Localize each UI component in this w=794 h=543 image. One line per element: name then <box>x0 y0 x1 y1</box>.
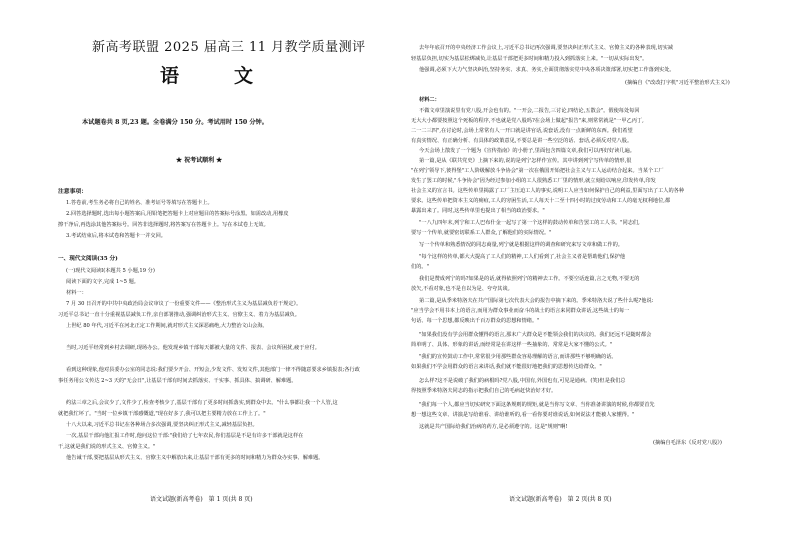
material-two-line: 句话、每一个思想,都反映出千百万群众的思想和情绪。" <box>411 318 540 324</box>
material-line: 就把我忙坏了。"当时一位乡镇干部感慨道,"现在好多了,我可以把主要精力放在工作上了。" <box>58 411 266 417</box>
material-line: 当时,习近平经常到乡村去调研,现场办公。他发现乡镇干部每天都被大量的文件、报表、会议所困扰,疲于应付。 <box>66 345 320 351</box>
notice-heading: 注意事项： <box>58 189 87 195</box>
material-two-line: 今天会场上散发了一个题为《宣传指南》的小册子,里面包含四篇文章,我们可以再好好读几遍。 <box>419 148 635 154</box>
material-two-line: 第一篇,是从《联共党史》上摘下来的,说的是列宁怎样作宣传。其中讲到列宁写传单的情形,很 <box>419 158 632 164</box>
intro-line: 轻基层负担,切实为基层松绑减负,让基层干部把更多时间和精力投入到抓落实上来。"一切从实际出发"。 <box>411 56 648 62</box>
material-two-line: 第二篇,是从季米特洛夫在共产国际第七次代表大会的报告中摘下来的。季米特洛夫说了些什么呢?他说: <box>419 298 654 304</box>
material-two-line: "我们每一个人,都应当切实研究下面这条规则的规矩,就是当你写文章、当你准备讲演的时候,你都要首先 <box>419 402 655 408</box>
material-two-line: 们的。" <box>411 264 429 270</box>
intro-line: 他强调,必须下大力气坚决纠治,坚持务实、求真、务实,全面贯彻落实党中央各项决策部署,切实把工作落到实处。 <box>419 67 675 73</box>
material-two-line: 社会主义的宣言书。这些传单里揭露了工厂主压迫工人的事实,说明工人应当如何保护自己的利益,里面写出了工人的各种 <box>411 188 685 194</box>
material-two-line: "应当学会不用书本上的语言,而用为群众事业而奋斗的战士的语言来同群众讲话,这些战士的每一 <box>411 308 630 314</box>
material-two-line: 简单明了、具体、形象的讲话,而经常是在讲这样一些抽象的、常常是大家不懂的公式。" <box>411 342 613 348</box>
notice-item: 擦干净后,再选涂其他答案标号。回答非选择题时,将答案写在答题卡上。写在本试卷上无效。 <box>58 222 269 228</box>
material-two-line: "我们的宣传鼓动工作中,常常很少用那些群众容易理解的语言,而讲那些不够明确的话。 <box>419 354 617 360</box>
material-two-line: 有真实情况、有正确分析、有具体的政策意见,不要总是讲一些空泛的话、套话,必须反对党八股。 <box>411 138 633 144</box>
subsection-heading: (一)现代文阅读Ⅰ(本题共 5 小题,19 分) <box>66 268 155 274</box>
material-two-line: 这就是共产国际给我们治病的药方,是必须遵守的。这是"规则"啊! <box>419 424 568 430</box>
material-two-line: 写一个传单和熟悉情况的同志商量,列宁就是根据这样的调查和研究来写文章和做工作的。 <box>419 242 623 248</box>
exam-info: 本试题卷共 8 页,23 题。全卷满分 150 分。考试用时 150 分钟。 <box>82 119 268 126</box>
material-line: 习近平总书记一直十分重视基层减负工作,亲自部署推动,强调纠治形式主义、官僚主义、着力为基层减负。 <box>58 312 300 318</box>
material-line: 事任务用公文传达 2~3 天的"无会日",让基层干部有时间去抓落实、干实事、抓具体、搞调研、解难题。 <box>58 378 297 384</box>
material-two-line: 要求。这些传单把资本主义的痈疽,工人的穷困生活,工人每天十二至十四小时的过度劳动和工人的毫无权利地位,都 <box>411 198 671 204</box>
exam-title: 新高考联盟 2025 届高三 11 月教学质量测评 <box>92 40 366 55</box>
material-line: 约法三章之后,会议少了,文件少了,检查考核少了,基层干部有了更多时间抓落实,到群众中去。"什么事都让我一个人管,这 <box>66 400 338 406</box>
material-two-line: "如果我们没有学会用群众懂得的语言,那末广大群众是不能领会我们的决议的。我们还远不是随时都会 <box>419 332 652 338</box>
intro-line: 去年年底召开的中央经济工作会议上,习近平总书记再次强调,要坚决纠正形式主义、官僚主义的各种表现,切实减 <box>419 45 673 51</box>
material-two-line: "在列宁领导下,彼得堡"工人阶级解放斗争协会"第一次在俄国开始把社会主义与工人运动结合起来。当某个工厂 <box>411 168 664 174</box>
material-line: 一次,基层干部向他汇报工作时,他问这位干部:"我们给了七年农民,你们基层是不是有许多干部就是这样在 <box>66 433 304 439</box>
notice-item: 3.考试结束后,将本试卷和答题卡一并交回。 <box>66 233 166 239</box>
material-label: 材料一： <box>66 290 87 296</box>
page-footer: 语文试题(新高考卷) 第 2 页(共 8 页) <box>509 496 612 503</box>
material-two-line: 得按照季米特洛夫同志的指示把我们自己的毛病赶快治好才好。 <box>411 388 557 394</box>
material-two-line: 暴露出来了。同时,这些传单里也提出了相当的政治要求。" <box>411 208 545 214</box>
material-line: 他告诫干部,要把基层从形式主义、官僚主义中解放出来,让基层干部有更多的时间和精力为群众办实事、解难题。 <box>66 455 324 461</box>
material-two-line: 无大大小都要按照这个死板的程序,不也就是党八股吗?在会场上做起"报告"来,则常常就是"一甲乙丙丁, <box>411 118 644 124</box>
subject-title: 语 文 <box>160 65 272 87</box>
material-two-line: 如果我们不学会用群众的语言来讲话,我们就不能很好地把我们的思想传达给群众。" <box>411 364 602 370</box>
material-two-line: 想一想这些文章、讲演是写给谁看、讲给谁听的,看一看你要对谁说话,如何说法才能被人家懂得。" <box>411 412 635 418</box>
material-line: 十八大以来,习近平总书记在各种场合多次强调,要坚决纠正形式主义,减轻基层负担。 <box>66 422 258 428</box>
material-line: 7 月 30 日召开的中共中央政治局会议审议了一份重要文件——《整治形式主义为基层减负若干规定》。 <box>66 301 302 307</box>
source-citation: (摘编自《"改改打字机"习近平整治形式主义》) <box>625 80 730 86</box>
material-two-label: 材料二： <box>419 97 440 103</box>
material-line: 干,这就是我们说的形式主义、官僚主义。" <box>58 444 156 450</box>
material-two-line: 不做文章里演说里有党八股,开会也有的。"一开会,二报告,三讨论,四结论,五散会"。假使每处每回 <box>419 108 640 114</box>
notice-item: 1.答卷前,考生务必将自己的姓名、准考证号等填写在答题卡上。 <box>66 200 213 206</box>
material-two-line: 要写一个传单,就要密切联系工人群众,了解他们的实际情况。" <box>411 230 552 236</box>
material-line: 上世纪 80 年代,习近平在河北正定工作期间,就对形式主义深恶痛绝,大力整治文山会海。 <box>66 323 268 329</box>
section-heading: 一、现代文阅读(35 分) <box>58 256 118 262</box>
material-two-line: "一八九四年末,列宁和工人巴布什金一起写了第一个这样的鼓动传单和告罢工的工人书。"同志们, <box>419 220 640 226</box>
material-two-line: 发生了罢工的时候,"斗争协会"因为经过参加小组的工人很熟悉工厂里的情形,就立刻给以响应,印发传单,印发 <box>411 178 656 184</box>
material-two-line: 二一二三四",在讨论时,会场上常常有人一开口就是讲官话,说套话,没有一点新鲜的东西。我们希望 <box>411 128 633 134</box>
material-two-line: 放矢,不看对象,也不是自以为是、夸夸其谈。 <box>411 286 513 292</box>
page-footer: 语文试题(新高考卷) 第 1 页(共 8 页) <box>150 496 253 503</box>
material-two-line: "每个这样的传单,都大大提高了工人们的精神,工人们看到了,社会主义者是帮助他们,保护他 <box>419 254 626 260</box>
notice-item: 2.回答选择题时,选出每小题答案后,用铅笔把答题卡上对应题目的答案标号涂黑。如需改动,用橡皮 <box>66 211 289 217</box>
source-citation: (摘编自毛泽东《反对党八股》) <box>653 440 722 446</box>
material-two-line: 怎么样?这不是说破了我们的病根吗?党八股,中国有,外国也有,可见是通病。(笑)但是我们总 <box>419 378 626 384</box>
material-line: 看到这种现象,他对县委办公室的同志说:我们要少开会、开短会,少发文件、发短文件,其他部门一律不得随意要求乡镇报表;各行政 <box>66 367 360 373</box>
material-two-line: 我们是赞成列宁的吗?如果是的话,就得依照列宁的精神去工作。不要空话连篇,言之无物,不要无的 <box>419 276 640 282</box>
blessing-line: ★ 祝考试顺利 ★ <box>176 157 223 164</box>
reading-instruction: 阅读下面的文字,完成 1~5 题。 <box>66 279 139 285</box>
exam-page-2 <box>397 0 794 543</box>
